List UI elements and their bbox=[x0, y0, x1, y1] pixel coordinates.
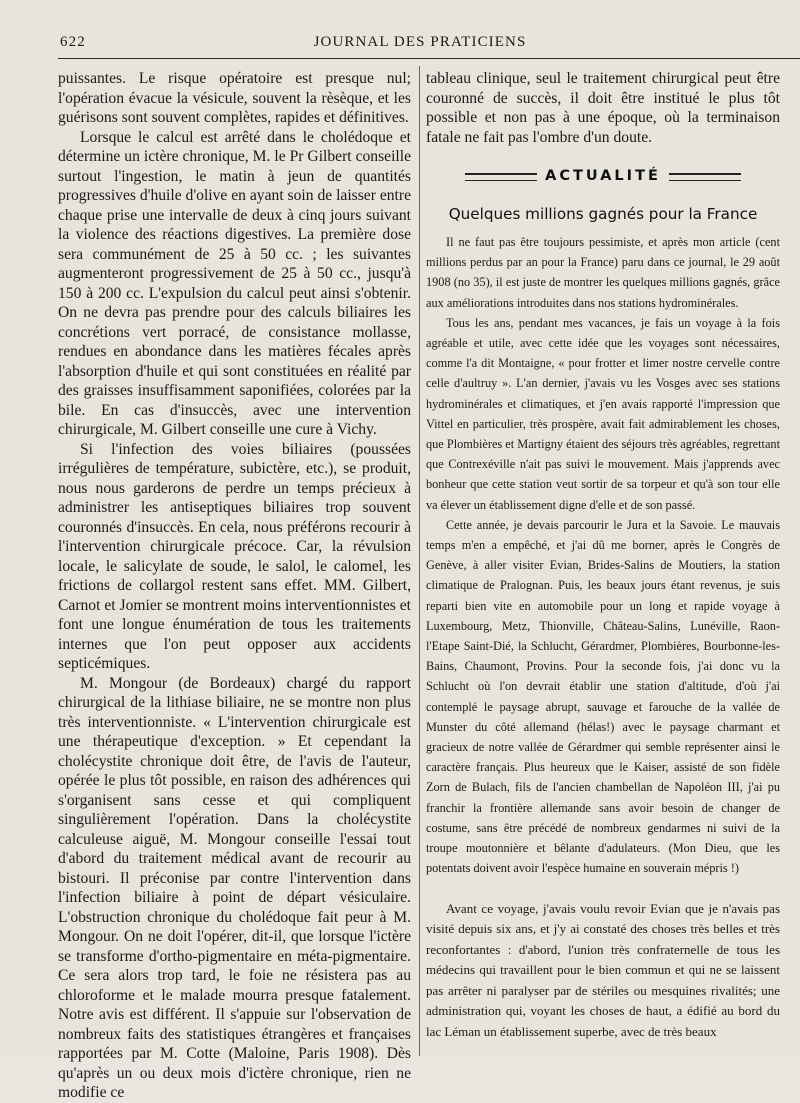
column-divider bbox=[419, 66, 420, 1056]
left-paragraph: puissantes. Le risque opératoire est presque nul; l'opération évacue la vésicule, souvent la rèsèque, et les guérisons sont souvent complètes, rapides et définitives. bbox=[58, 70, 411, 126]
header-rule bbox=[58, 58, 800, 59]
article-paragraph: Tous les ans, pendant mes vacances, je fais un voyage à la fois agréable et utile, avec cette idée que les voyages sont nécessaires, comme l'a dit Montaigne, « pour frotter et limer nostre cervelle contre celle d'aultruy ». L'an dernier, j'avais vu les Vosges avec ses stations hydrominérales et climatiques, et j'en avais rapporté l'impression que Vittel en particulier, très prospère, avait fait admirablement les choses, que Plombières et Martigny étaient des séjours très agréables, regrettant que Contrexéville n'ait pas suivi le mouvement. Mais j'apprends avec bonheur que cette station veut sortir de sa torpeur et qu'à son tour elle va élever un établissement digne d'elle et de son passé. bbox=[426, 315, 780, 512]
left-paragraph: M. Mongour (de Bordeaux) chargé du rapport chirurgical de la lithiase biliaire, ne se montre non plus très interventionniste. « L'intervention chirurgicale est une thérapeutique d'exception. » Et cependant la cholécystite chronique doit être, de l'avis de l'auteur, opérée le plus tôt possible, en raison des adhérences qui s'organisent sans cesse et qui compliquent singulièrement l'opération. Dans la cholécystite calculeuse aiguë, M. Mongour conseille l'essai tout d'abord du traitement médical avant de recourir au bistouri. Il préconise par contre l'intervention dans l'infection biliaire à point de départ vésiculaire. L'obstruction chronique du cholédoque fait peur à M. Mongour. On ne doit l'opérer, dit-il, que lorsque l'ictère se transforme d'ortho-pigmentaire en méta-pigmentaire. Ce sera alors trop tard, le foie ne résistera pas au chloroforme et le malade mourra presque fatalement. Notre avis est différent. Il s'appuie sur l'observation de nombreux faits des statistiques étrangères et françaises rapportées par M. Cotte (Maloine, Paris 1908). Dès qu'après un ou deux mois d'ictère chronique, rien ne modifie ce bbox=[58, 674, 411, 1101]
page-header bbox=[60, 29, 780, 55]
ornament-rule bbox=[669, 173, 741, 181]
continuation-paragraph: tableau clinique, seul le traitement chirurgical peut être couronné de succès, il doit être institué le plus tôt possible et non pas à une époque, où la terminaison fatale ne fait pas l'ombre d'un doute. bbox=[426, 70, 780, 146]
journal-title: JOURNAL DES PRATICIENS bbox=[313, 33, 527, 50]
page-number: 622 bbox=[60, 33, 86, 50]
left-paragraph: Si l'infection des voies biliaires (poussées irrégulières de température, subictère, etc.), se produit, nous nous garderons de perdre un temps précieux à administrer les antiseptiques biliaires trop souvent couronnés d'insuccès. En cela, nous préférons recourir à l'intervention chirurgicale précoce. Car, la révulsion locale, le salicylate de soude, le salol, le calomel, les frictions de collargol restent sans effet. MM. Gilbert, Carnot et Jomier se montrent moins interventionnistes et font une longue énumération de tous les traitements internes que l'on peut opposer aux accidents septicémiques. bbox=[58, 440, 411, 672]
article-paragraph: Il ne faut pas être toujours pessimiste, et après mon article (cent millions perdus par an pour la France) paru dans ce journal, le 29 août 1908 (no 35), il est juste de montrer les quelques millions gagnés, grâce aux améliorations introduites dans nos stations hydrominérales. bbox=[426, 235, 780, 310]
article-final bbox=[426, 899, 780, 1043]
ornament-rule bbox=[465, 173, 537, 181]
article-title: Quelques millions gagnés pour la France bbox=[448, 204, 758, 223]
left-paragraph: Lorsque le calcul est arrêté dans le cholédoque et détermine un ictère chronique, M. le Pr Gilbert conseille surtout l'ingestion, le matin à jeun de quantités progressives d'huile d'olive en ayant soin de laisser entre chaque prise une intervalle de deux à cinq jours suivant la violence des réactions digestives. La première dose sera communément de 25 à 50 cc. ; les suivantes augmenteront progressivement de 25 à 50 cc., jusqu'à 150 à 200 cc. L'expulsion du calcul peut ainsi s'obtenir. On ne devra pas prendre pour des calculs biliaires les concrétions vert porracé, de consistance mollasse, rendues en abondance dans les matières fécales après l'absorption d'huile et qui sont constituées en réalité par des graisses insuffisamment saponifiées, colorées par la bile. En cas d'insuccès, avec une intervention chirurgicale, M. Gilbert conseille une cure à Vichy. bbox=[58, 128, 411, 438]
section-title: ACTUALITÉ bbox=[545, 168, 661, 184]
article-paragraph: Avant ce voyage, j'avais voulu revoir Evian que je n'avais pas visité depuis six ans, et j'y ai constaté des choses très belles et très reconfortantes : d'abord, l'union très confraternelle de tous les médecins qui travaillent pour le bien commun et qui ne se laissent pas arrêter ni paralyser par de stériles ou mesquines rivalités; une administration qui, voyant les choses de haut, a édifié au bord du lac Léman un établissement superbe, avec de très beaux bbox=[426, 900, 780, 1039]
article-paragraph: Cette année, je devais parcourir le Jura et la Savoie. Le mauvais temps m'en a empêché, et j'ai dû me borner, après le Congrès de Genève, à aller visiter Evian, Brides-Salins de Moutiers, la station climatique de Pralognan. Puis, les beaux jours étant revenus, je suis reparti bien vite en automobile pour un long et rapide voyage à Luxembourg, Metz, Thionville, Château-Salins, Lunéville, Raon-l'Etape Saint-Dié, la Schlucht, Gérardmer, Plombières, Bourbonne-les-Bains, Chaumont, Provins. Pour la seconde fois, j'ai donc vu la Schlucht où l'on devrait établir une station d'altitude, d'où j'ai contemplé le paysage abrupt, sauvage et farouche de la vallée de Munster du côté allemand (hélas!) avec le paysage charmant et gracieux de notre vallée de Gérardmer qui semble représenter ainsi le caractère français. Plus heureux que le Kaiser, assisté de son fidèle Zorn de Bulach, fils de l'ancien chambellan de Napoléon III, j'ai pu franchir la frontière allemande sans avoir besoin de changer de costume, sans être précédé de nombreux gendarmes ni suivi de la troupe moutonnière et bêlante d'adulateurs. (Mon Dieu, que les potentats doivent avoir l'espèce humaine en souverain mépris !) bbox=[426, 517, 780, 876]
section-heading bbox=[426, 167, 780, 187]
right-column bbox=[426, 69, 780, 1042]
article-body bbox=[426, 232, 780, 879]
left-column bbox=[58, 69, 411, 1103]
